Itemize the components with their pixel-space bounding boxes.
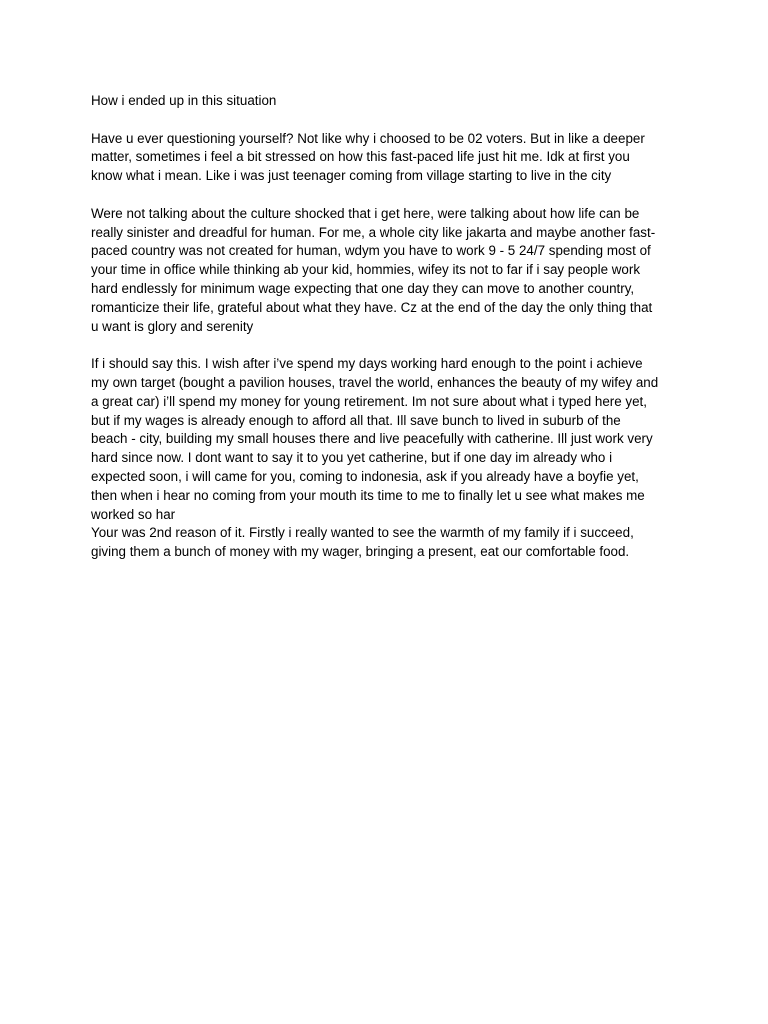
- paragraph-line: worked so har: [91, 506, 176, 522]
- paragraph-line: a great car) i’ll spend my money for young retirement. Im not sure about what i typed here yet,: [91, 393, 647, 409]
- document-body: [91, 92, 687, 562]
- paragraph-line: really sinister and dreadful for human. For me, a whole city like jakarta and maybe another fast-: [91, 224, 656, 240]
- paragraph-line: hard since now. I dont want to say it to you yet catherine, but if one day im already who i: [91, 450, 613, 466]
- paragraph-line: romanticize their life, grateful about what they have. Cz at the end of the day the only thing that: [91, 299, 653, 315]
- document-title: How i ended up in this situation: [91, 93, 277, 108]
- paragraph-line: paced country was not created for human, wdym you have to work 9 - 5 24/7 spending most of: [91, 243, 651, 259]
- paragraph-line: know what i mean. Like i was just teenager coming from village starting to live in the city: [91, 168, 612, 184]
- paragraph-gap: [91, 336, 687, 355]
- paragraph-line: u want is glory and serenity: [91, 318, 254, 334]
- paragraph-line: my own target (bought a pavilion houses, travel the world, enhances the beauty of my wifey and: [91, 374, 659, 390]
- paragraph-line: Were not talking about the culture shocked that i get here, were talking about how life can be: [91, 205, 640, 221]
- paragraph-line: your time in office while thinking ab your kid, hommies, wifey its not to far if i say people work: [91, 262, 641, 278]
- paragraph-line: matter, sometimes i feel a bit stressed on how this fast-paced life just hit me. Idk at first you: [91, 149, 630, 165]
- paragraph-line: then when i hear no coming from your mouth its time to me to finally let u see what makes me: [91, 487, 645, 503]
- paragraph-3: [91, 355, 687, 562]
- paragraph-line: hard endlessly for minimum wage expecting that one day they can move to another country,: [91, 280, 635, 296]
- paragraph-line: giving them a bunch of money with my wager, bringing a present, eat our comfortable food.: [91, 544, 630, 560]
- paragraph-line: but if my wages is already enough to afford all that. Ill save bunch to lived in suburb of the: [91, 412, 621, 428]
- paragraph-2: [91, 205, 687, 337]
- paragraph-line: Your was 2nd reason of it. Firstly i really wanted to see the warmth of my family if i succeed,: [91, 525, 634, 541]
- paragraph-1: [91, 130, 687, 186]
- paragraph-gap: [91, 111, 687, 130]
- paragraph-line: beach - city, building my small houses there and live peacefully with catherine. Ill just work very: [91, 431, 653, 447]
- paragraph-line: Have u ever questioning yourself? Not like why i choosed to be 02 voters. But in like a deeper: [91, 130, 645, 146]
- paragraph-gap: [91, 186, 687, 205]
- paragraph-line: If i should say this. I wish after i’ve spend my days working hard enough to the point i achieve: [91, 356, 643, 372]
- paragraph-line: expected soon, i will came for you, coming to indonesia, ask if you already have a boyfie yet,: [91, 468, 639, 484]
